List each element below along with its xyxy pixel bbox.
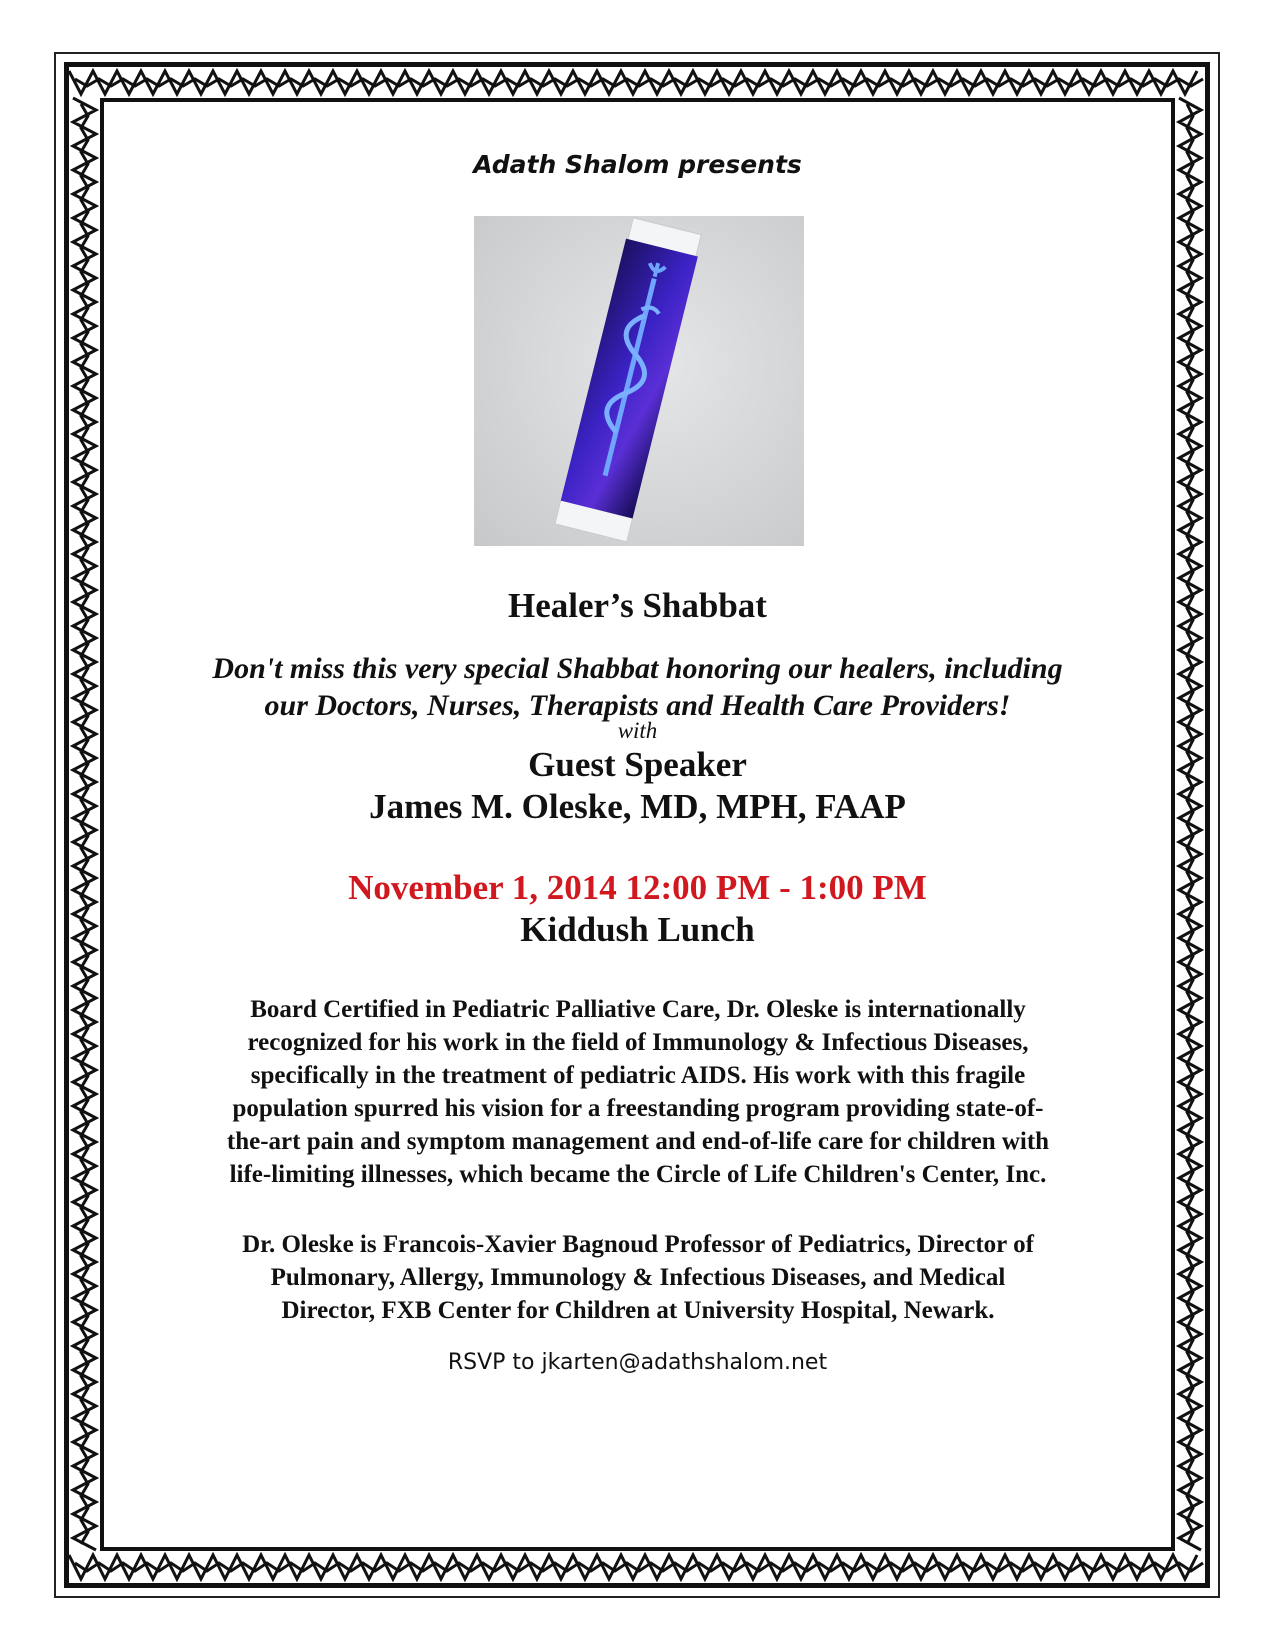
event-title: Healer’s Shabbat	[508, 586, 767, 625]
bio-line: recognized for his work in the field of Immunology & Infectious Diseases,	[247, 1029, 1029, 1056]
event-datetime: November 1, 2014 12:00 PM - 1:00 PM	[348, 868, 927, 907]
bio-paragraph-1	[138, 993, 1138, 1191]
bio-line: Director, FXB Center for Children at University Hospital, Newark.	[281, 1297, 995, 1324]
speaker-block	[100, 744, 1175, 828]
bio-line: population spurred his vision for a freestanding program providing state-of-	[232, 1095, 1044, 1122]
speaker-name: James M. Oleske, MD, MPH, FAAP	[369, 787, 906, 826]
event-tagline	[100, 650, 1175, 724]
bio-line: Pulmonary, Allergy, Immunology & Infectious Diseases, and Medical	[270, 1264, 1006, 1291]
tagline-line: our Doctors, Nurses, Therapists and Health Care Providers!	[264, 689, 1011, 722]
speaker-role: Guest Speaker	[528, 745, 747, 784]
bio-line: life-limiting illnesses, which became the Circle of Life Children's Center, Inc.	[229, 1161, 1047, 1188]
presenter-line: Adath Shalom presents	[473, 150, 802, 179]
bio-line: the-art pain and symptom management and end-of-life care for children with	[226, 1128, 1050, 1155]
bio-line: specifically in the treatment of pediatric AIDS. His work with this fragile	[250, 1062, 1026, 1089]
mezuzah-image	[474, 216, 804, 546]
bio-paragraph-2	[138, 1228, 1138, 1327]
event-meal: Kiddush Lunch	[520, 910, 755, 949]
bio-line: Dr. Oleske is Francois-Xavier Bagnoud Professor of Pediatrics, Director of	[242, 1231, 1034, 1258]
rsvp-line: RSVP to jkarten@adathshalom.net	[447, 1350, 828, 1375]
tagline-line: Don't miss this very special Shabbat honoring our healers, including	[212, 652, 1063, 685]
with-text: with	[617, 718, 658, 743]
bio-line: Board Certified in Pediatric Palliative Care, Dr. Oleske is internationally	[250, 996, 1026, 1023]
